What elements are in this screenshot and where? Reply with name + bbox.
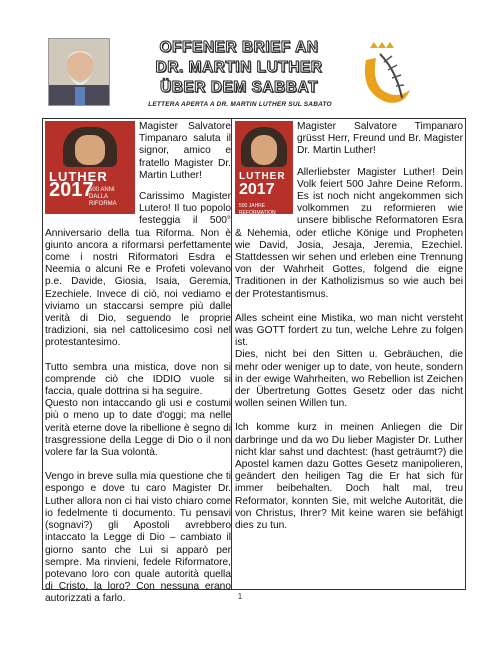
thumb-word-de: LUTHER [239,171,286,182]
luther-face-de [251,135,277,165]
greeting-de: Magister Salvatore Timpanaro grüsst Herr, Freund und Br. Magister Dr. Martin Luther! [297,121,463,157]
paragraph-de-2: Allerliebster Magister Luther! Dein Volk feiert 500 Jahre Deine Reform. Es ist noch nicht angekommen sich volkommen zu reformieren wie unsere biblische Reformatoren Esra & Nehemia, oder etliche Könige und Propheten wie David, Josia, Jesaja, Jeremia, Ezechiel. Stattdessen wir sehen und erleben eine Trennung von der Wahrheit Gottes, folgend die eigne Traditionen in der Katholizismus so wie auch bei der Protestantismus. [235,166,463,300]
column-divider [231,118,232,590]
title-line-2: DR. MARTIN LUTHER [155,59,323,76]
luther-face [75,135,105,165]
greeting-it: Magister Salvatore Timpanaro saluta il signor, amico e fratello Magister Dr. Martin Luther! [139,121,231,181]
letter-header [0,0,480,118]
luther-2017-image-de [235,121,293,214]
paragraph-de-5: Ich komme kurz in meinen Anliegen die Dir darbringe und da wo Du lieber Magister Dr. Luther nicht klar sahst und dachtest: (hast geträumt?) die Apostel kamen dazu Gottes Gesetz manipolieren, geändert den heiligen Tag die Er hat sich für immer beibehalten. Doch halt mal, treu Reformator, konnten Sie, mit welche Autorität, die von Christus, Ihrer? Mit keine waren sie befähigt dies zu tun. [235,422,463,532]
title-line-3: ÜBER DEM SABBAT [160,79,318,96]
thumb-word-it: LUTHER [49,169,108,184]
paragraph-de-3: Alles scheint eine Mistika, wo man nicht versteht was GOTT fordert zu tun, welche Lehre zu folgen ist. [235,312,463,349]
italian-column [45,121,231,606]
paragraph-it-3: Tutto sembra una mistica, dove non si comprende ciò che IDDIO vuole si faccia, quale dottrina si ha seguire. [45,361,231,398]
author-portrait [48,38,110,106]
thumb-year-it: 2017 [49,179,94,201]
paragraph-it-2: Carissimo Magister Lutero! Il tuo popolo festeggia il 500° Anniversario della tua Riforma. Non è giunto ancora a riformarsi perfettamente come i nostri Riformatori Esdra e Neemia o alcuni Re e Profeti volevano p.e. Davide, Giosia, Isaia, Geremia, Ezechiele. Invece di ciò, noi vediamo e viviamo un staccarsi sempre più dalle verità di Dio, seguendo le proprie tradizioni, sia nel cattolicesimo così nel protestantesimo. [45,191,231,349]
german-column [235,121,463,532]
title-line-1: OFFENER BRIEF AN [159,39,319,56]
paragraph-it-4: Questo non intaccando gli usi e costumi più o meno up to date d'oggi; ma nelle verità eterne dove la ribellione è segno di trasgressione della Legge di Dio o il non volere far la Sua volontà. [45,398,231,459]
paragraph-it-5: Vengo in breve sulla mia questione che ti espongo e dove tu caro Magister Dr. Luther allora non ci hai visto chiaro come io fedelmente ti documento. Tu pensavi (sognavi?) gli Apostoli avrebbero intaccato la Legge di Dio – cambiato il giorno santo che Lui si apparò per sempre. Ma rinvieni, fedele Riformatore, potevano loro con quale autorità quella di Cristo, la loro? Con nessuna erano autorizzati a farlo. [45,471,231,605]
page-number: 1 [237,592,243,601]
shofar-palm-logo [356,40,418,112]
letter-subtitle: LETTERA APERTA A DR. MARTIN LUTHER SUL SABATO [148,101,332,108]
paragraph-de-4: Dies, nicht bei den Sitten u. Gebräuchen, die mehr oder weniger up to date, von heute, sondern in der ewige Wahrheiten, wo Rebellion ist Zeichen der Übertretung Gottes Gesetz oder das nicht wollen seinen Willen tun. [235,349,463,410]
thumb-year-de: 2017 [239,181,275,198]
letter-title [120,38,358,98]
thumb-caption-it: 500 ANNI DALLA RIFORMA [89,187,117,207]
thumb-caption-de: 500 JAHRE REFORMATION [239,203,276,214]
luther-2017-image-it [45,121,135,214]
